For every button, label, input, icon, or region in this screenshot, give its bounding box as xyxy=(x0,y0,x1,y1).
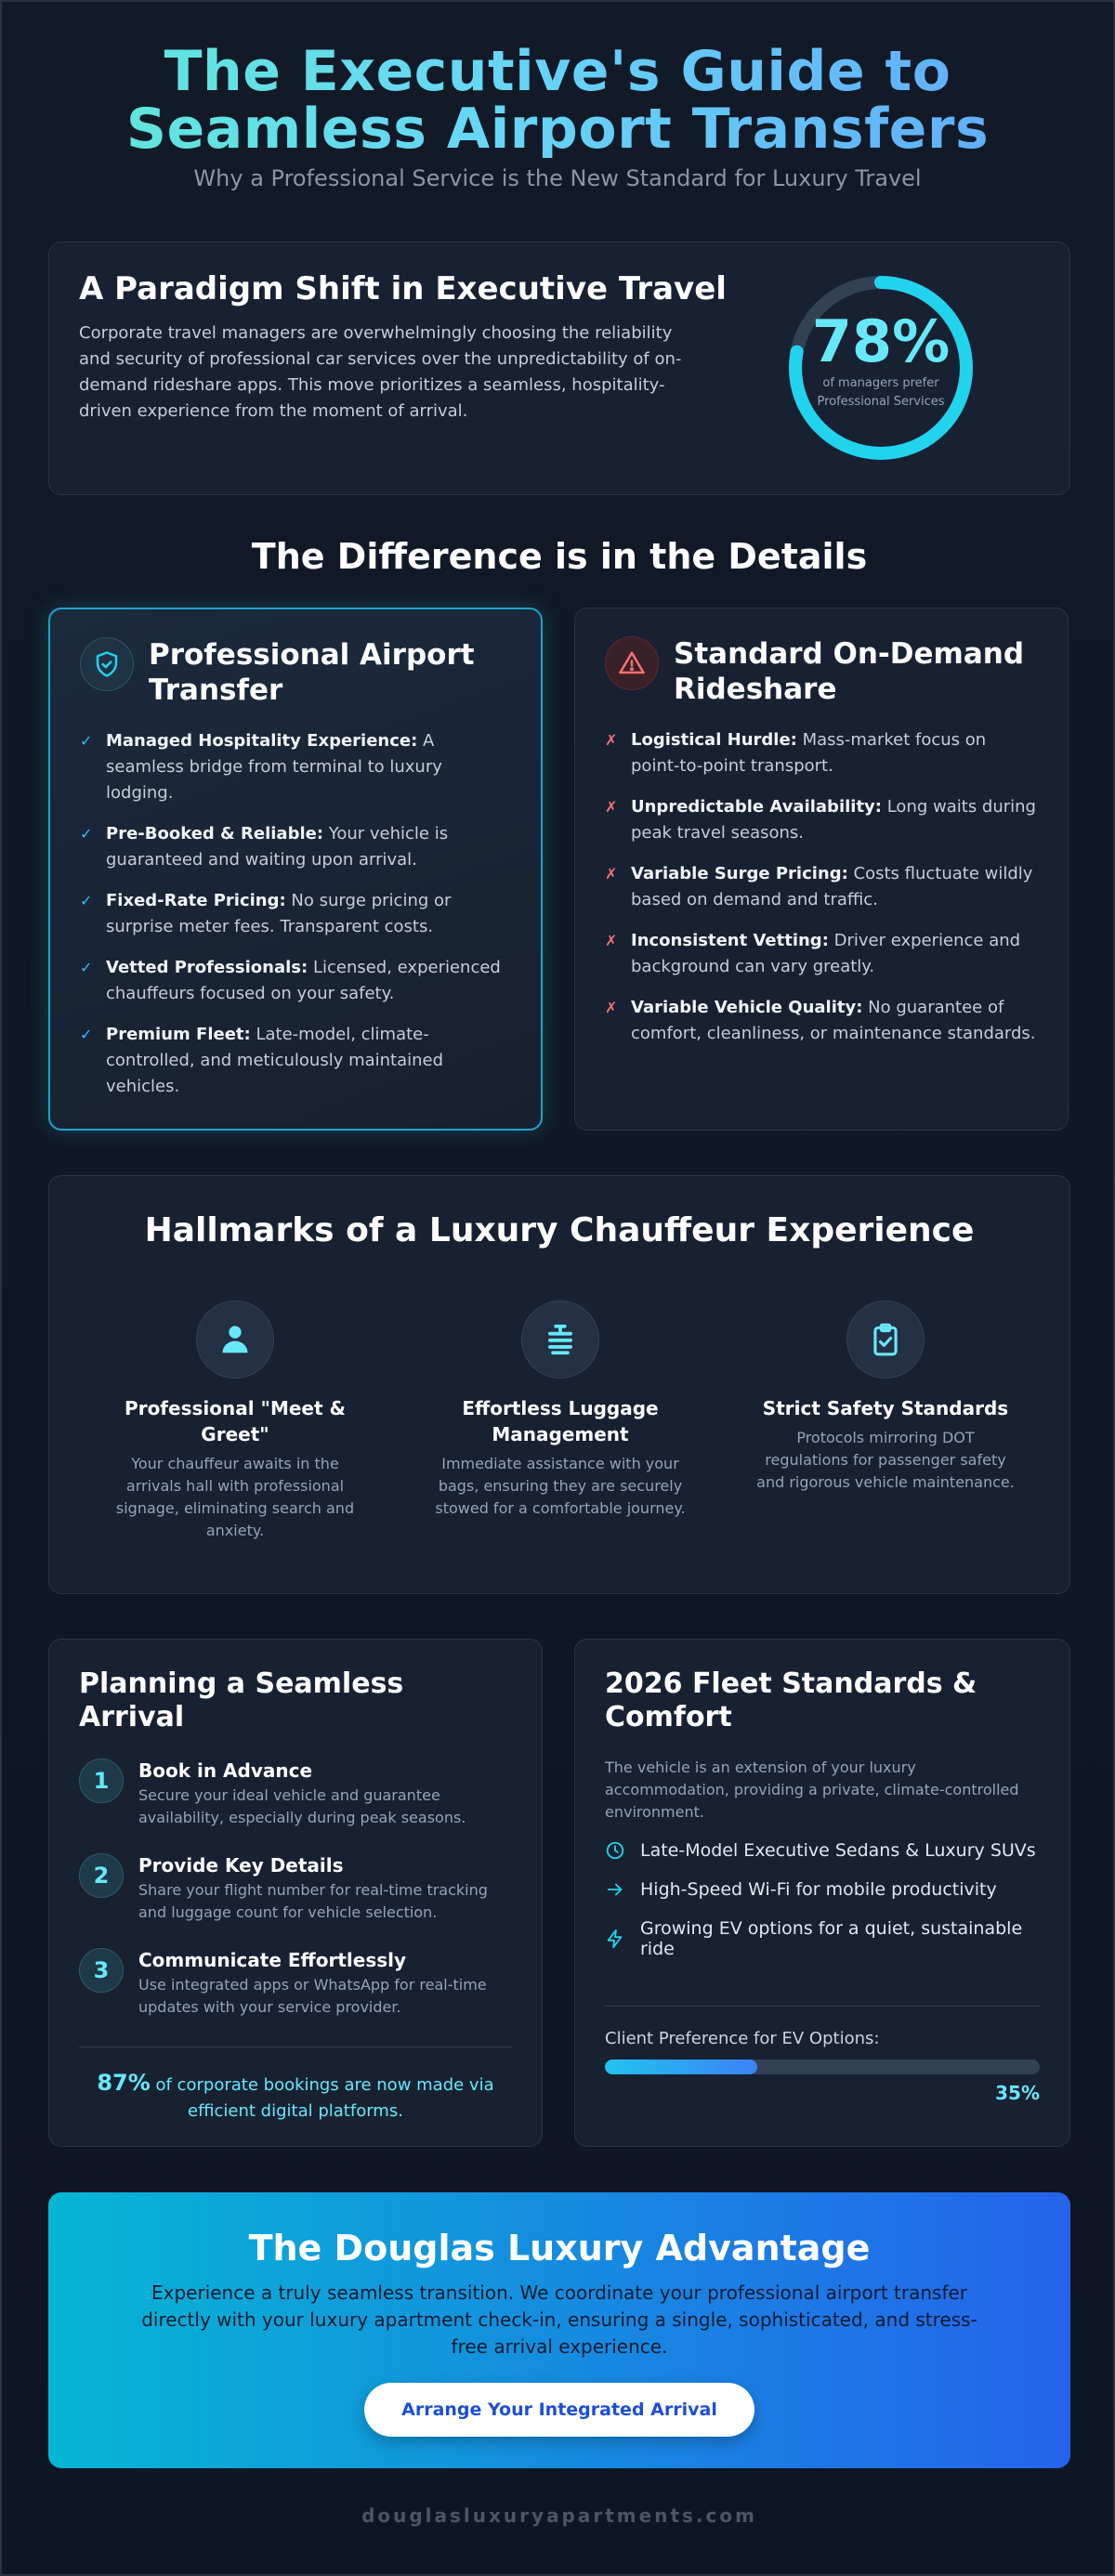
cta-body: Experience a truly seamless transition. We coordinate your professional airport transfer directly with your luxury apartment check-in, ensuring a single, sophisticated, and stress-free arrival experience. xyxy=(141,2282,977,2358)
x-mark-icon: ✗ xyxy=(605,731,618,749)
step-item xyxy=(79,1853,512,1924)
professional-list xyxy=(80,728,511,1100)
ev-percent: 35% xyxy=(995,2082,1040,2104)
step-number: 3 xyxy=(79,1948,124,1993)
item-text: No surge pricing or surprise meter fees. Transparent costs. xyxy=(106,891,452,936)
arrange-arrival-button[interactable]: Arrange Your Integrated Arrival xyxy=(364,2383,754,2437)
hallmarks-card xyxy=(48,1175,1070,1594)
main-title xyxy=(2,39,1113,162)
item-label: Variable Surge Pricing: xyxy=(631,864,848,883)
item-label: Unpredictable Availability: xyxy=(631,797,882,817)
planning-card xyxy=(48,1639,543,2147)
item-label: Logistical Hurdle: xyxy=(631,730,797,750)
item-text: Costs fluctuate wildly based on demand and traffic. xyxy=(631,864,1033,909)
item-label: Pre-Booked & Reliable: xyxy=(106,824,324,843)
list-item xyxy=(605,861,1038,913)
check-icon: ✓ xyxy=(80,1026,93,1043)
item-text: Driver experience and background can vary greatly. xyxy=(631,931,1021,976)
gauge-caption-line-2: Professional Services xyxy=(817,395,945,409)
paradigm-body: Corporate travel managers are overwhelmingly choosing the reliability and security of professional car services over the unpredictability of on-demand rideshare apps. This move prioritizes a seamless, hospitality-driven experience from the moment of arrival. xyxy=(79,323,682,421)
list-item xyxy=(605,794,1038,846)
ev-preference-label: Client Preference for EV Options: xyxy=(605,2029,880,2048)
fleet-card xyxy=(574,1639,1070,2147)
item-text: A seamless bridge from terminal to luxury lodging. xyxy=(106,731,442,803)
rideshare-card xyxy=(574,608,1069,1131)
list-item xyxy=(80,821,511,873)
item-label: Inconsistent Vetting: xyxy=(631,931,829,950)
check-icon: ✓ xyxy=(80,892,93,909)
feature-title: Strict Safety Standards xyxy=(762,1397,1009,1419)
step-title: Communicate Effortlessly xyxy=(138,1949,407,1971)
cta-title: The Douglas Luxury Advantage xyxy=(248,2228,871,2269)
step-item xyxy=(79,1948,512,2019)
x-mark-icon: ✗ xyxy=(605,865,618,883)
list-item xyxy=(605,727,1038,779)
hallmarks-title: Hallmarks of a Luxury Chauffeur Experience xyxy=(144,1211,975,1249)
paradigm-card xyxy=(48,242,1070,495)
item-label: Managed Hospitality Experience: xyxy=(106,731,418,751)
professional-title: Professional Airport Transfer xyxy=(149,638,475,707)
x-mark-icon: ✗ xyxy=(605,999,618,1016)
item-text: Your vehicle is guaranteed and waiting upon arrival. xyxy=(106,824,449,870)
step-desc: Share your flight number for real-time tracking and luggage count for vehicle selection. xyxy=(138,1881,488,1921)
x-mark-icon: ✗ xyxy=(605,798,618,816)
divider xyxy=(79,2046,512,2047)
item-label: Premium Fleet: xyxy=(106,1025,251,1044)
list-item xyxy=(80,955,511,1007)
list-item xyxy=(605,1879,1040,1900)
feature-safety xyxy=(755,1301,1016,1494)
professional-card xyxy=(48,608,543,1131)
paradigm-title: A Paradigm Shift in Executive Travel xyxy=(79,270,727,307)
lightning-icon xyxy=(605,1929,625,1949)
feature-title: Professional "Meet & Greet" xyxy=(125,1397,346,1445)
arrow-icon xyxy=(605,1879,625,1900)
ev-progress-fill xyxy=(605,2059,757,2074)
shield-check-icon xyxy=(80,637,134,691)
list-item xyxy=(605,1840,1040,1861)
planning-title: Planning a Seamless Arrival xyxy=(79,1667,404,1733)
digital-booking-stat xyxy=(79,2070,512,2125)
header xyxy=(2,2,1113,191)
feature-desc: Immediate assistance with your bags, ensuring they are securely stowed for a comfortable journey. xyxy=(435,1455,686,1517)
clock-icon xyxy=(605,1840,625,1861)
step-title: Provide Key Details xyxy=(138,1854,344,1876)
ev-progress-bar xyxy=(605,2059,1040,2074)
list-item xyxy=(605,928,1038,980)
fleet-title: 2026 Fleet Standards & Comfort xyxy=(605,1667,977,1733)
gauge-value: 78% xyxy=(811,307,951,375)
feature-desc: Protocols mirroring DOT regulations for passenger safety and rigorous vehicle maintenance. xyxy=(756,1429,1015,1491)
luggage-icon xyxy=(521,1301,599,1379)
fleet-list xyxy=(605,1840,1040,1959)
list-item xyxy=(80,888,511,940)
item-text: Long waits during peak travel seasons. xyxy=(631,797,1036,843)
step-number: 2 xyxy=(79,1853,124,1898)
feature-desc: Your chauffeur awaits in the arrivals hall with professional signage, eliminating search and anxiety. xyxy=(115,1455,355,1539)
check-icon: ✓ xyxy=(80,825,93,843)
subtitle: Why a Professional Service is the New Standard for Luxury Travel xyxy=(193,165,922,191)
item-text: Mass-market focus on point-to-point transport. xyxy=(631,730,987,776)
rideshare-title: Standard On-Demand Rideshare xyxy=(674,637,1025,706)
preference-gauge xyxy=(785,272,977,464)
feature-title: Effortless Luggage Management xyxy=(462,1397,659,1445)
fleet-item-text: Late-Model Executive Sedans & Luxury SUVs xyxy=(640,1840,1036,1861)
title-line-1: The Executive's Guide to xyxy=(164,39,951,104)
step-item xyxy=(79,1759,512,1829)
x-mark-icon: ✗ xyxy=(605,932,618,949)
item-text: No guarantee of comfort, cleanliness, or maintenance standards. xyxy=(631,998,1036,1043)
details-section-title: The Difference is in the Details xyxy=(251,536,868,577)
feature-meet-greet xyxy=(105,1301,365,1542)
gauge-caption-line-1: of managers prefer xyxy=(822,376,939,390)
fleet-item-text: High-Speed Wi-Fi for mobile productivity xyxy=(640,1879,997,1900)
fleet-intro: The vehicle is an extension of your luxury accommodation, providing a private, climate-controlled environment. xyxy=(605,1759,1019,1821)
warning-icon xyxy=(605,636,659,690)
stat-text: of corporate bookings are now made via efficient digital platforms. xyxy=(150,2075,494,2121)
fleet-item-text: Growing EV options for a quiet, sustainable ride xyxy=(640,1918,1023,1959)
list-item xyxy=(605,1918,1040,1959)
step-title: Book in Advance xyxy=(138,1759,313,1782)
stat-value: 87% xyxy=(97,2070,151,2096)
check-icon: ✓ xyxy=(80,732,93,750)
step-desc: Secure your ideal vehicle and guarantee availability, especially during peak seasons. xyxy=(138,1786,466,1826)
item-label: Vetted Professionals: xyxy=(106,958,308,977)
item-text: Licensed, experienced chauffeurs focused on your safety. xyxy=(106,958,501,1003)
list-item xyxy=(605,995,1038,1047)
cta-banner xyxy=(48,2192,1070,2468)
feature-luggage xyxy=(430,1301,690,1520)
item-label: Fixed-Rate Pricing: xyxy=(106,891,286,910)
footer-url[interactable]: douglasluxuryapartments.com xyxy=(361,2504,757,2527)
rideshare-list xyxy=(605,727,1038,1047)
divider xyxy=(605,2006,1040,2007)
list-item xyxy=(80,728,511,806)
item-label: Variable Vehicle Quality: xyxy=(631,998,863,1017)
step-number: 1 xyxy=(79,1759,124,1803)
person-icon xyxy=(196,1301,274,1379)
item-text: Late-model, climate-controlled, and meticulously maintained vehicles. xyxy=(106,1025,444,1096)
title-line-2: Seamless Airport Transfers xyxy=(125,97,990,162)
check-icon: ✓ xyxy=(80,959,93,976)
clipboard-check-icon xyxy=(846,1301,925,1379)
step-desc: Use integrated apps or WhatsApp for real-time updates with your service provider. xyxy=(138,1976,487,2016)
list-item xyxy=(80,1022,511,1100)
